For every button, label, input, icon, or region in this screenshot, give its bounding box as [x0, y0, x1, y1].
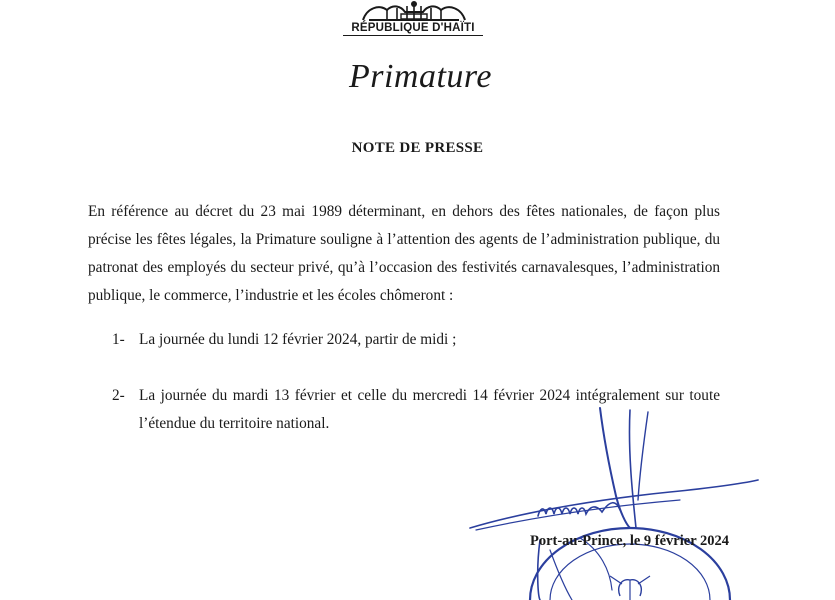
signature-and-seal	[440, 400, 780, 600]
list-item-text: La journée du lundi 12 février 2024, partir de midi ;	[139, 331, 457, 348]
office-name: Primature	[348, 58, 492, 95]
coat-of-arms-emblem	[357, 0, 471, 22]
intro-paragraph: En référence au décret du 23 mai 1989 déterminant, en dehors des fêtes nationales, de façon plus précise les fêtes légales, la Primature souligne à l’attention des agents de l’administration publique, du patronat des employés du secteur privé, qu’à l’occasion des festivités carnavalesques, l’administration publique, le commerce, l’industrie et les écoles chômeront :	[88, 203, 720, 304]
handwritten-signature	[470, 408, 758, 600]
list-item-number: 1-	[112, 331, 125, 348]
place-and-date: Port-au-Prince, le 9 février 2024	[529, 533, 729, 549]
document-title: NOTE DE PRESSE	[351, 140, 484, 156]
list-item-number: 2-	[112, 387, 125, 404]
republic-header: RÉPUBLIQUE D'HAÏTI	[343, 22, 483, 36]
list-item-text: La journée du mardi 13 février et celle du mercredi 14 février 2024 intégralement sur toute l’étendue du territoire national.	[139, 387, 720, 432]
list-item	[112, 326, 720, 354]
